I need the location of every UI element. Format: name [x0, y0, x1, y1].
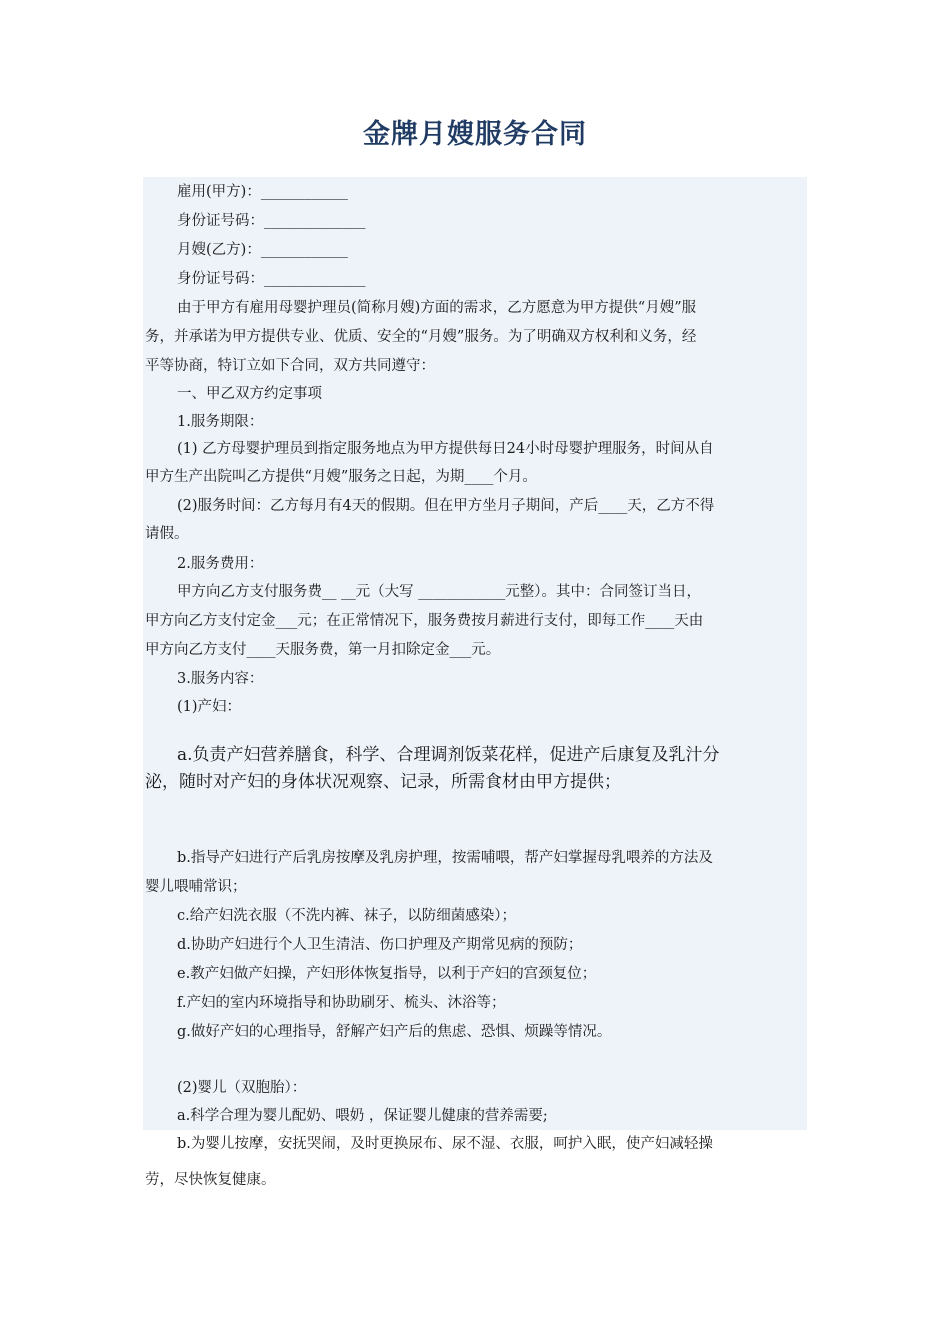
service-item: e.教产妇做产妇操，产妇形体恢复指导，以利于产妇的宫颈复位；: [177, 966, 597, 982]
clause-heading: 1.服务期限：: [177, 414, 264, 430]
party-b-id-line: 身份证号码：______________: [177, 271, 366, 287]
preamble-line: 务，并承诺为甲方提供专业、优质、安全的“月嫂”服务。为了明确双方权利和义务，经: [145, 329, 697, 345]
clause-text: (1) 乙方母婴护理员到指定服务地点为甲方提供每日24小时母婴护理服务，时间从自: [177, 441, 714, 457]
sub-heading: (2)婴儿（双胞胎）：: [177, 1080, 307, 1096]
service-item: 泌，随时对产妇的身体状况观察、记录，所需食材由甲方提供；: [145, 772, 621, 792]
service-item: a.科学合理为婴儿配奶、喂奶 ，保证婴儿健康的营养需要;: [177, 1108, 548, 1124]
preamble-line: 由于甲方有雇用母婴护理员(简称月嫂)方面的需求，乙方愿意为甲方提供“月嫂”服: [177, 300, 697, 316]
preamble-line: 平等协商，特订立如下合同，双方共同遵守：: [145, 358, 435, 374]
service-item: b.为婴儿按摩，安抚哭闹，及时更换尿布、尿不湿、衣服，呵护入眠，使产妇减轻操: [177, 1136, 713, 1152]
service-item: d.协助产妇进行个人卫生清洁、伤口护理及产期常见病的预防；: [177, 937, 583, 953]
clause-heading: 3.服务内容：: [177, 671, 264, 687]
service-item: c.给产妇洗衣服（不洗内裤、袜子，以防细菌感染）；: [177, 908, 516, 924]
party-b-line: 月嫂(乙方)：____________: [177, 242, 348, 258]
clause-text: (2)服务时间：乙方每月有4天的假期。但在甲方坐月子期间，产后____天，乙方不得: [177, 498, 715, 514]
document-title: 金牌月嫂服务合同: [363, 119, 587, 150]
clause-text: 请假。: [145, 526, 189, 542]
section-heading: 一、甲乙双方约定事项: [177, 386, 322, 402]
service-item: g.做好产妇的心理指导，舒解产妇产后的焦虑、恐惧、烦躁等情况。: [177, 1024, 612, 1040]
party-a-id-line: 身份证号码：______________: [177, 213, 366, 229]
clause-text: 甲方向乙方支付定金___元；在正常情况下，服务费按月薪进行支付，即每工作____天由: [145, 613, 704, 629]
service-item: 劳，尽快恢复健康。: [145, 1172, 276, 1188]
party-a-line: 雇用(甲方)：____________: [177, 184, 348, 200]
clause-heading: 2.服务费用：: [177, 556, 264, 572]
service-item: a.负责产妇营养膳食，科学、合理调剂饭菜花样，促进产后康复及乳汁分: [177, 745, 720, 765]
service-item: 婴儿喂哺常识；: [145, 879, 247, 895]
service-item: f.产妇的室内环境指导和协助刷牙、梳头、沐浴等；: [177, 995, 506, 1011]
sub-heading: (1)产妇：: [177, 699, 242, 715]
clause-text: 甲方向乙方支付____天服务费，第一月扣除定金___元。: [145, 642, 501, 658]
clause-text: 甲方向乙方支付服务费__ __元（大写 ____________元整）。其中：合同签订当日，: [177, 584, 701, 600]
service-item: b.指导产妇进行产后乳房按摩及乳房护理，按需哺喂，帮产妇掌握母乳喂养的方法及: [177, 850, 713, 866]
clause-text: 甲方生产出院叫乙方提供“月嫂”服务之日起，为期____个月。: [145, 469, 537, 485]
